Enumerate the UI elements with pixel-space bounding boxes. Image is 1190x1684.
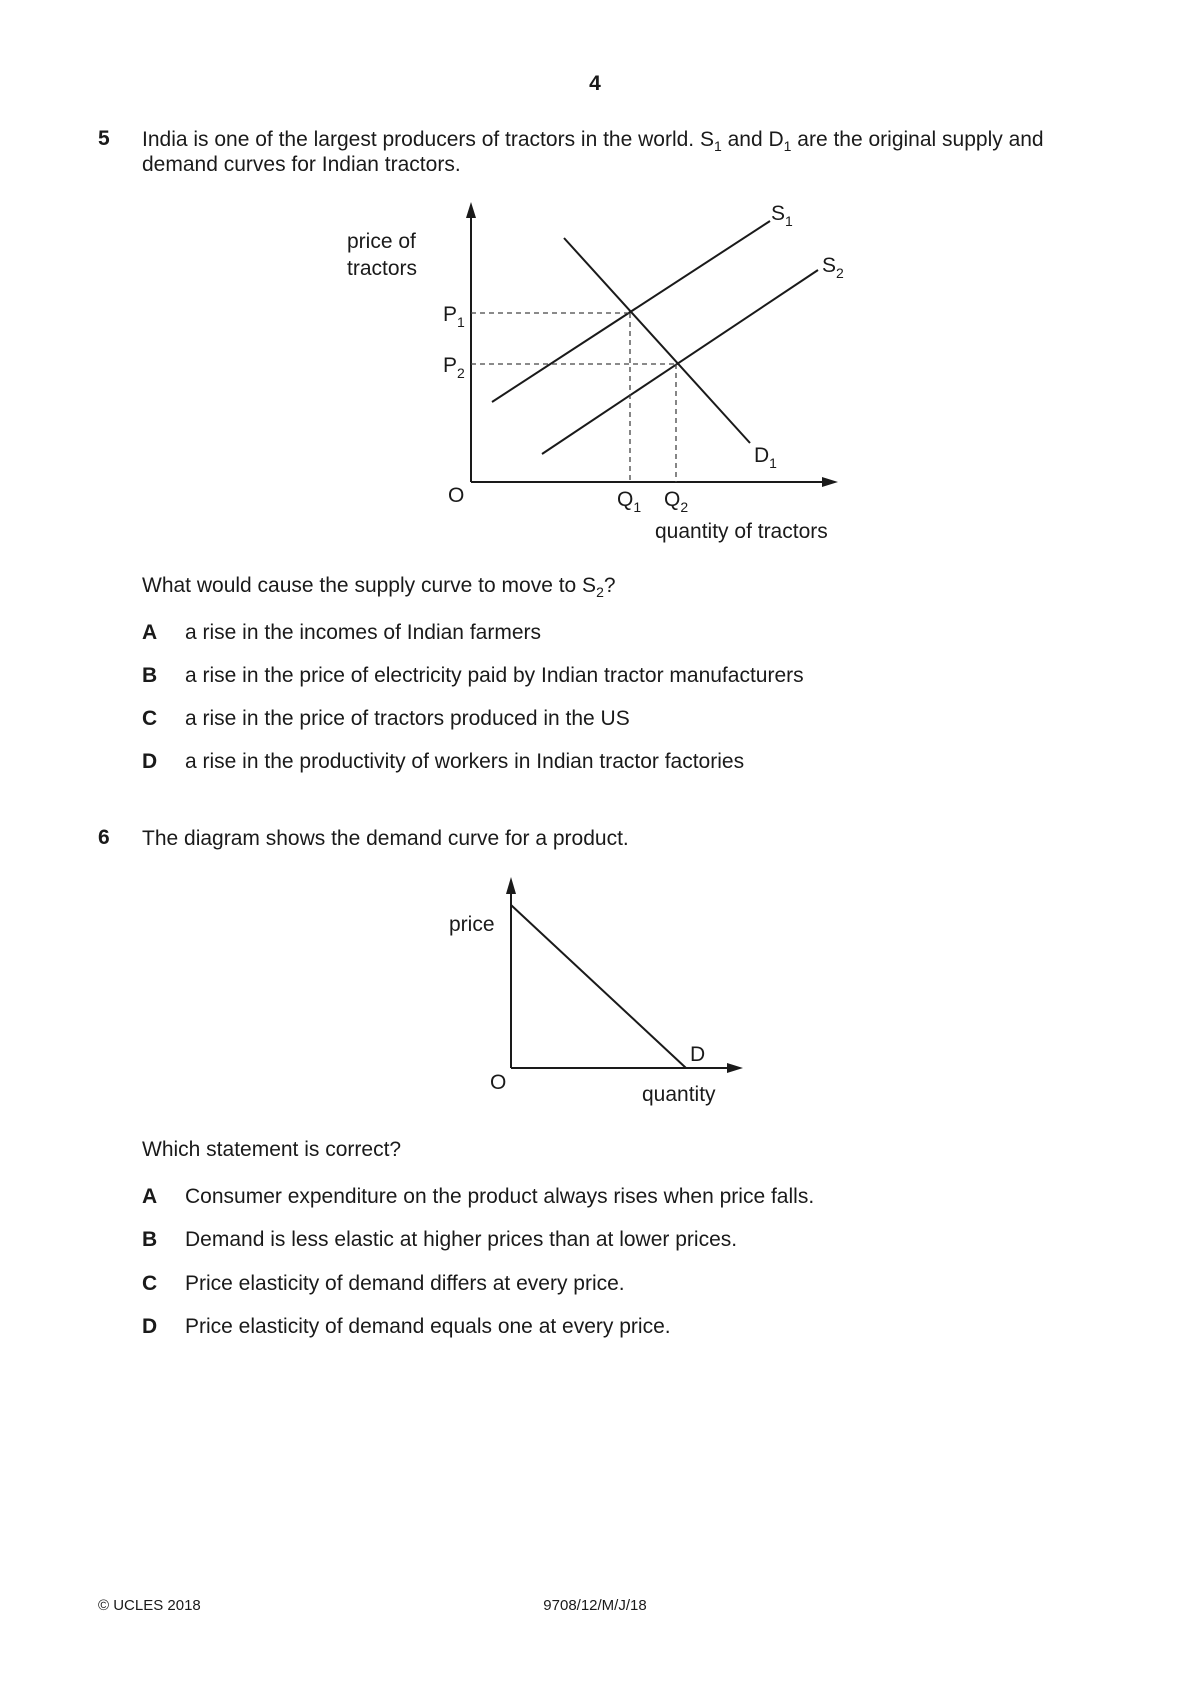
q5-y-axis-label-2: tractors	[347, 257, 418, 280]
q6-option-b-letter: B	[142, 1228, 158, 1251]
q6-demand-curve	[511, 905, 686, 1068]
q5-origin-label: O	[448, 484, 465, 507]
q5-y-axis-arrow	[466, 202, 476, 218]
q5-option-c-text: a rise in the price of tractors produced in the US	[185, 707, 630, 730]
q6-origin-label: O	[490, 1071, 507, 1094]
q6-option-c-letter: C	[142, 1272, 158, 1295]
q5-x-axis-label: quantity of tractors	[655, 520, 828, 543]
footer-copyright: © UCLES 2018	[98, 1597, 201, 1614]
q5-option-a-letter: A	[142, 621, 158, 644]
q5-option-d-letter: D	[142, 750, 158, 773]
q6-option-d-text: Price elasticity of demand equals one at every price.	[185, 1315, 671, 1338]
q5-demand-curve-d1	[564, 238, 750, 443]
q6-option-b-text: Demand is less elastic at higher prices than at lower prices.	[185, 1228, 738, 1251]
q5-s2-label: $S_2$	[822, 254, 844, 281]
q6-option-c-text: Price elasticity of demand differs at every price.	[185, 1272, 625, 1295]
q5-option-b-letter: B	[142, 664, 158, 687]
q6-y-axis-arrow	[506, 877, 516, 894]
q6-option-a-letter: A	[142, 1185, 158, 1208]
q5-y-axis-label-1: price of	[347, 230, 416, 253]
q5-d1-label: $D_1$	[754, 444, 777, 471]
footer-paper-code: 9708/12/M/J/18	[543, 1597, 647, 1614]
question-6-question: Which statement is correct?	[142, 1138, 402, 1161]
q5-option-d-text: a rise in the productivity of workers in Indian tractor factories	[185, 750, 745, 773]
q5-x-axis-arrow	[822, 477, 838, 487]
q6-option-a-text: Consumer expenditure on the product always rises when price falls.	[185, 1185, 815, 1208]
question-6-stem: The diagram shows the demand curve for a product.	[142, 827, 629, 850]
q5-p1-label: $P_1$	[443, 303, 465, 330]
q5-option-b-text: a rise in the price of electricity paid by Indian tractor manufacturers	[185, 664, 804, 687]
q5-p2-label: $P_2$	[443, 354, 465, 381]
q6-option-d-letter: D	[142, 1315, 158, 1338]
q6-x-axis-arrow	[727, 1063, 743, 1073]
question-5-question: What would cause the supply curve to move to $S_2$?	[142, 574, 616, 601]
question-5-number: 5	[98, 127, 110, 150]
q5-q1-label: $Q_1$	[617, 488, 642, 515]
question-6-number: 6	[98, 826, 110, 849]
q6-curve-label: D	[690, 1043, 706, 1066]
q5-option-a-text: a rise in the incomes of Indian farmers	[185, 621, 541, 644]
q5-s1-label: $S_1$	[771, 202, 793, 229]
page-number: 4	[589, 72, 601, 95]
q6-y-axis-label: price	[449, 913, 495, 936]
q6-x-axis-label: quantity	[642, 1083, 716, 1106]
question-5-stem-line-2: demand curves for Indian tractors.	[142, 153, 461, 176]
q5-option-c-letter: C	[142, 707, 158, 730]
question-5-stem-line-1: India is one of the largest producers of tractors in the world. $S_1$ and $D_1$ are the original supply and	[142, 128, 1044, 155]
q5-q2-label: $Q_2$	[664, 488, 689, 515]
q5-supply-curve-s2	[542, 270, 818, 454]
